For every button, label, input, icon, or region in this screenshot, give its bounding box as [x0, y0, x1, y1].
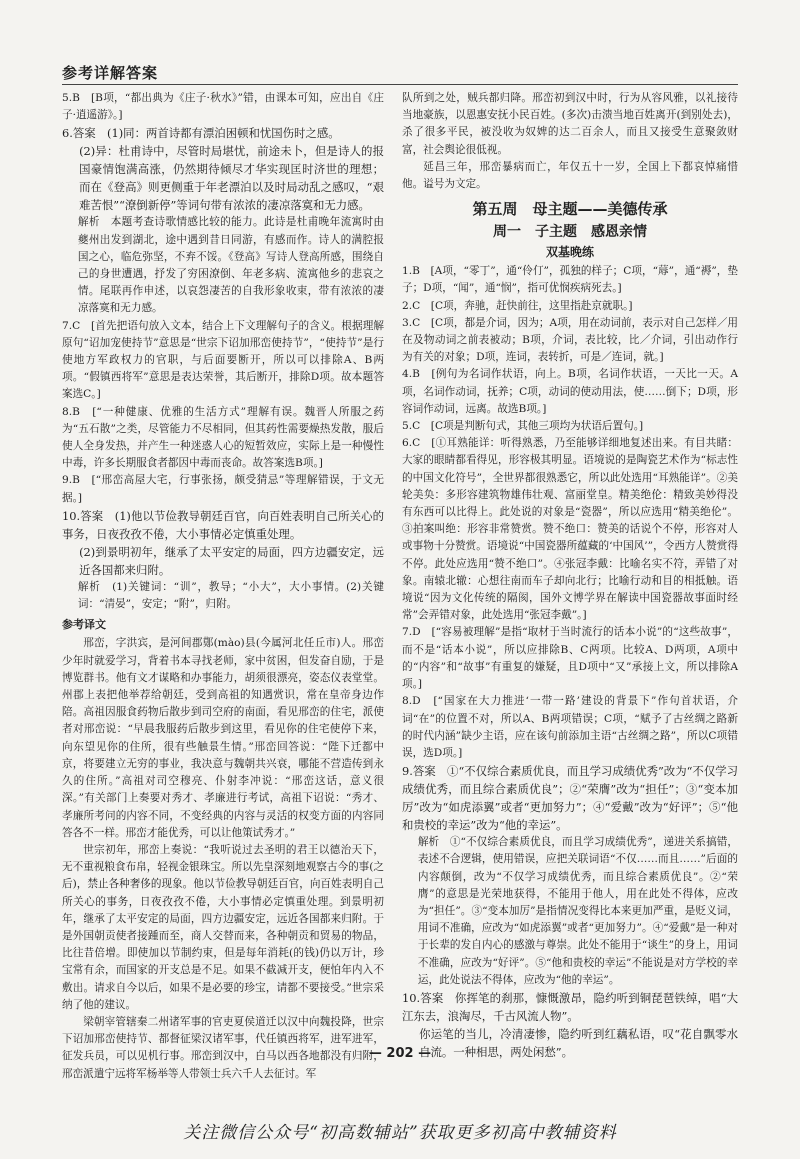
right-column	[402, 90, 738, 1061]
right-paragraph: 3.C [C项，都是介词，因为；A项，用在动词前，表示对自己怎样／用在及物动词之前表被动；B项，介词，表比较，比／介词，引出动作行为有关的对象；D项，连词，表转折，可是／连词，就。]	[402, 316, 738, 364]
right_top-paragraph: 队所到之处，贼兵都归降。邢峦初到汉中时，行为从容风雅，以礼接待当地豪族，以恩惠安抚小民百姓。(多次)击溃当地百姓离开(到别处去)，杀了很多平民，被没收为奴婢的达二百余人，而且又接受生意聚敛财富，社会舆论很低视。	[402, 92, 738, 156]
right-paragraph: 解析 ①“不仅综合素质优良，而且学习成绩优秀”，递进关系搞错，表述不合逻辑，使用错误，应把关联词语“不仅……而且……”后面的内容颠倒，改为“不仅学习成绩优秀，而且综合素质优良”。②“荣膺”的意思是光荣地获得，不能用于他人，用在此处不得体，应改为“担任”。③“变本加厉”是指情况变得比本来更加严重，是贬义词，用词不准确，应改为“如虎添翼”或者“更加努力”。④“爱戴”是一种对于长辈的发自内心的感激与尊崇。此处不能用于“谈生”的身上，用词不准确，应改为“好评”。⑤“他和贵校的幸运”不能说是对方学校的幸运，此处说法不得体，应改为“他的幸运”。	[417, 836, 738, 986]
left-paragraph: (2)异：杜甫诗中，尽管时局堪忧，前途未卜，但是诗人的报国豪情饱满高涨，仍然期待倾尽才华实现匡时济世的理想；而在《登高》则更侧重于年老漂泊以及时局动乱之感叹，“艰难苦恨”“潦倒新停”等词句带有浓浓的凄凉落寞和无力感。	[79, 144, 384, 213]
right-paragraph: 10.答案 你挥笔的刹那，慷慨激昂，隐约听到铜琵琶铁绰，唱“大江东去，浪淘尽，千古风流人物”。	[402, 990, 738, 1023]
footer-note: 关注微信公众号“初高数辅站”获取更多初高中教辅资料	[183, 1123, 617, 1143]
left-paragraph: 邢峦，字洪宾，是河间郡鄚(mào)县(今属河北任丘市)人。邢峦少年时就爱学习，背着书本寻找老师，家中贫困，但发奋自励，于是博览群书。他有文才谋略和办事能力，胡须很漂亮，姿态仪表堂堂。州郡上表把他举荐给朝廷，受到高祖的知遇赏识，常在皇帝身边作陪。高祖因服食药物后散步到司空府的南面，看见邢峦的住宅，派使者对邢峦说：“早晨我服药后散步到这里，看见你的住宅使停下来，向东望见你的住所，很有些触景生情。”邢峦回答说：“陛下迁都中京，将要建立无穷的事业，我决意与魏朝共兴衰，哪能不营造传到永久的住所。”高祖对司空穆亮、仆射李冲说：“邢峦这话，意义很深。”有关部门上奏要对秀才、孝廉进行考试，高祖下诏说：“秀才、孝廉所考问的内容不同，不变经典的内容与灵活的权变方面的内容同答各不一样。邢峦才能优秀，可以让他策试秀才。”	[62, 637, 384, 839]
left-paragraph: 8.B [“一种健康、优雅的生活方式”理解有误。魏晋人所服之药为“五石散”之类，尽管能力不尽相同，但其药性需要燥热发散，服后使人全身发热，并产生一种迷惑人心的短暂效应，实际上是一种慢性中毒，许多长期服食者都因中毒而丧命。故答案选B项。]	[62, 405, 384, 470]
page-number: — 202 —	[368, 1046, 432, 1061]
page-header-title: 参考详解答案	[62, 64, 159, 82]
header-rule	[62, 84, 738, 85]
left-paragraph: 梁朝宰管辖秦二州诸军事的官吏夏侯道迁以汉中向魏投降，世宗下诏加邢峦使持节、都督征梁汉诸军事，代任镇西将军，进军进军，征发兵员，可以见机行事。邢峦到汉中，白马以西各地都没有归附，邢峦派遣宁远将军杨举等人带领士兵六千人去征讨。军	[62, 1015, 384, 1080]
left-paragraph: (2)到景明初年，继承了太平安定的局面，四方边疆安定，远近各国都来归附。	[79, 544, 384, 577]
right-paragraph: 6.C [①耳熟能详：听得熟悉，乃至能够详细地复述出来。有目共睹：大家的眼睛都看得见，形容极其明显。语境说的是陶瓷艺术作为“标志性的中国文化符号”，全世界都很熟悉它，所以此处选用“耳熟能详”。②美轮美奂：多形容建筑物雄伟壮观、富丽堂皇。精美绝伦：精致美妙得没有东西可以比得上。此处说的对象是“瓷器”，所以应选用“精美绝伦”。③拍案叫绝：形容非常赞赏。赞不绝口：赞美的话说个不停，形容对人或事物十分赞赏。语境说“中国瓷器所蕴藏的‘中国风’”，令西方人赞赏得不停。此处应选用“赞不绝口”。④张冠李戴：比喻名实不符，弄错了对象。南辕北辙：心想往南而车子却向北行；比喻行动和目的相抵触。语境说“因为文化传统的隔阂，国外文博学界在解读中国瓷器故事面时经常”会弄错对象，此处选用“张冠李戴”。]	[402, 437, 738, 622]
answers-list	[402, 263, 738, 1061]
week-theme-title: 第五周 母主题——美德传承	[472, 200, 668, 219]
left-paragraph: 世宗初年，邢峦上奏说：“我听说过去圣明的君王以德治天下，无不重视粮食布帛，轻视金银珠宝。所以先皇深刻地观察古今的事(之后)，禁止各种奢侈的现象。他以节俭教导朝廷百官，向百姓表明自己所关心的事务，日夜孜孜不倦，大小事情必定慎重处理。到景明初年，继承了太平安定的局面，四方边疆安定，远近各国都来归附。于是外国朝贡使者接踵而至，商人交替而来，各种朝贡和贸易的物品，比往昔倍增。即使加以节制约束，但是每年消耗(的钱)仍以万计，珍宝常有余，而国家的开支总是不足。如果不截减开支，便怕年内入不敷出。请求自今以后，如果不是必要的珍宝，请都不要接受。”世宗采纳了他的建议。	[62, 843, 384, 1011]
left-column	[62, 90, 384, 1083]
translation-continued	[402, 90, 738, 193]
right-paragraph: 8.D [“国家在大力推进‘一带一路’建设的背景下”作句首状语，介词“在”的位置不对，所以A、B两项错误；C项，“赋予了古丝绸之路新的时代内涵”缺少主语，应在该句前添加主语“古丝绸之路”，所以C项错误，选D项。]	[402, 695, 738, 759]
left-paragraph: 解析 (1)关键词：“训”，教导；“小大”，大小事情。(2)关键词：“清晏”，安定；“附”，归附。	[77, 580, 384, 611]
right-paragraph: 4.B [例句为名词作状语，向上。B项，名词作状语，一天比一天。A项，名词作动词，抚养；C项，动词的使动用法，使……倒下；D项，形容词作动词，远离。故选B项。]	[402, 368, 738, 415]
left-paragraph: 9.B [“邢峦高屋大宅，行事张扬，颇受猜忌”等理解错误，于文无据。]	[62, 474, 384, 504]
day-subtheme-title: 周一 子主题 感恩亲情	[493, 224, 647, 241]
right-paragraph: 1.B [A项，“零丁”，通“伶仃”，孤独的样子；C项，“蓐”，通“褥”，垫子；D项，“闻”，通“悯”，指可优悯疾病死去。]	[402, 265, 738, 295]
left-paragraph: 7.C [首先把语句放入文本，结合上下文理解句子的含义。根据理解原句“诏加宠使持节”意思是“世宗下诏加邢峦使持节”，“使持节”是行使地方军政权力的官职，与后面要断开，所以可以排除A、B两项。“假镇西将军”意思是表达荣誉，其后断开，排除D项。故本题答案选C。]	[62, 319, 384, 401]
left-paragraph: 6.答案 (1)同：两首诗都有漂泊困顿和忧国伤时之感。	[62, 126, 340, 141]
right-paragraph: 2.C [C项，奔驰，赶快前往，这里指赴京就职。]	[402, 299, 633, 312]
left-paragraph: 参考译文	[62, 618, 106, 632]
right-paragraph: 9.答案 ①“不仅综合素质优良，而且学习成绩优秀”改为“不仅学习成绩优秀，而且综合素质优良”；②“荣膺”改为“担任”；③“变本加厉”改为“如虎添翼”或者“更加努力”；④“爱戴”改为“好评”；⑤“他和贵校的幸运”改为“他的幸运”。	[402, 764, 738, 833]
drill-section-title: 双基晚练	[545, 245, 594, 260]
left-paragraph: 10.答案 (1)他以节俭教导朝廷百官，向百姓表明自己所关心的事务，日夜孜孜不倦，大小事情必定慎重处理。	[62, 508, 384, 541]
left-paragraph: 5.B [B项，“都出典为《庄子·秋水》”错，由课本可知，应出自《庄子·逍遥游》。]	[62, 92, 384, 122]
right_top-paragraph: 延昌三年，邢峦暴病而亡，年仅五十一岁，全国上下都哀悼痛惜他。谥号为文定。	[402, 160, 738, 191]
right-paragraph: 7.D [“容易被理解”是指“取材于当时流行的话本小说”的“这些故事”，而不是“话本小说”，所以应排除B、C两项。比较A、D两项，A项中的“内容”和“故事”有重复的嫌疑，且D项中“又”承接上文，所以排除A项。]	[402, 626, 738, 691]
left-paragraph: 解析 本题考查诗歌情感比较的能力。此诗是杜甫晚年流寓时由夔州出发到湖北，途中遇到昔日同游，有感而作。诗人的满腔报国之心，临危弥坚，不弃不馁。《登高》写诗人登高所感，围绕自己的身世遭遇，抒发了穷困潦倒、年老多病、流寓他乡的悲哀之情。尾联再作申述，以哀怨凄苦的自我形象收束，带有浓浓的凄凉落寞和无力感。	[77, 216, 384, 315]
right-paragraph: 你运笔的当儿，冷清凄惨，隐约听到红藕私语，叹“花自飘零水自流。一种相思，两处闲愁”。	[419, 1026, 738, 1059]
right-paragraph: 5.C [C项是判断句式，其他三项均为状语后置句。]	[402, 420, 644, 433]
